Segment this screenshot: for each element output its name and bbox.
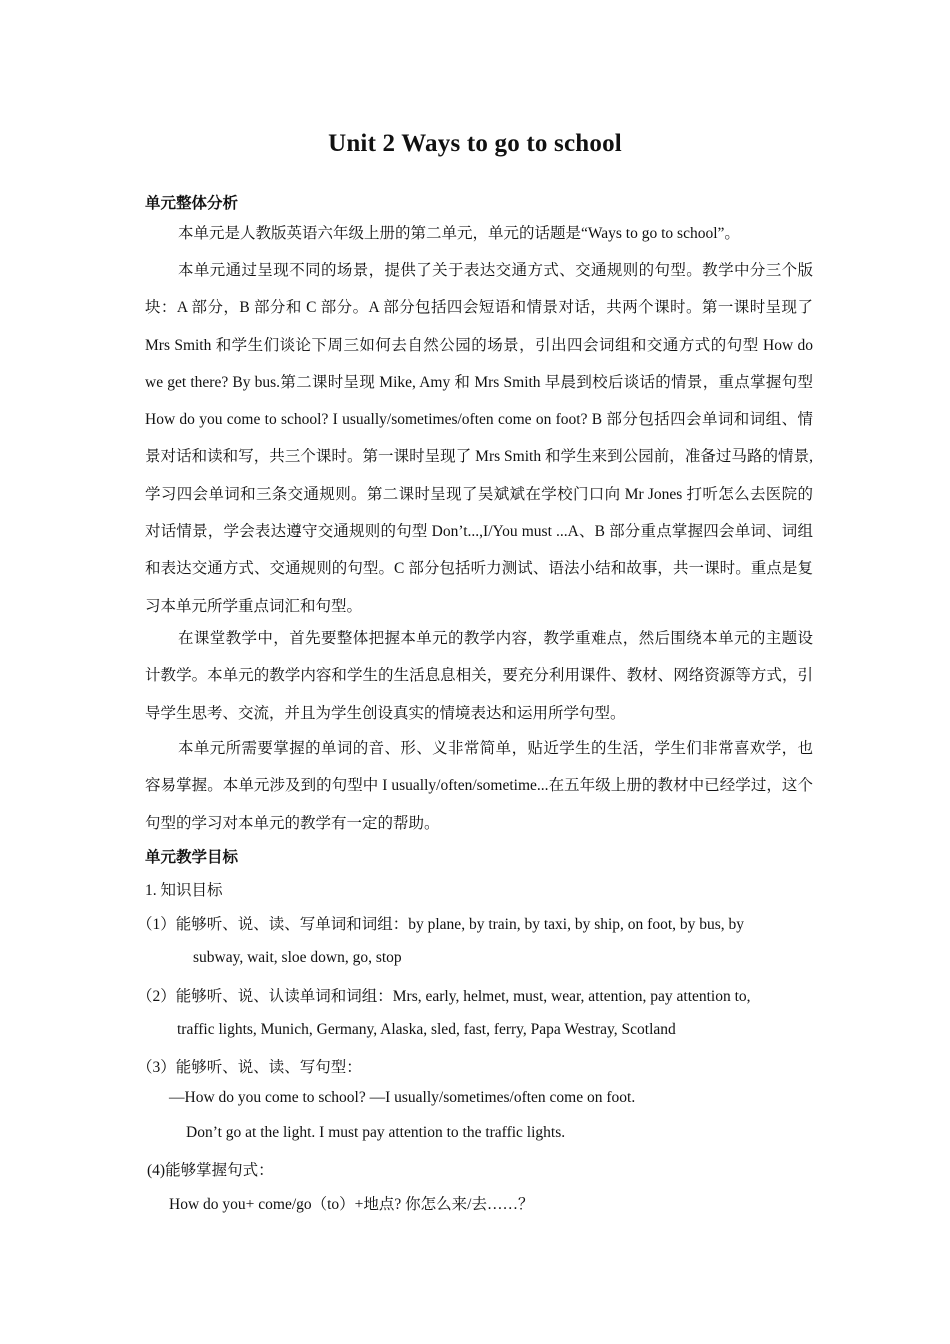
paragraph-1: 本单元是人教版英语六年级上册的第二单元，单元的话题是“Ways to go to school”。 [178, 225, 740, 242]
document-title: Unit 2 Ways to go to school [328, 130, 622, 157]
sentence-pattern-2: Don’t go at the light. I must pay attention to the traffic lights. [186, 1124, 566, 1141]
objective-item-4: (4)能够掌握句式： [147, 1162, 274, 1179]
objective-item-1: （1）能够听、说、读、写单词和词组：by plane, by train, by taxi, by ship, on foot, by bus, by [137, 916, 745, 933]
paragraph-2: 本单元通过呈现不同的场景，提供了关于表达交通方式、交通规则的句型。教学中分三个版块：A 部分，B 部分和 C 部分。A 部分包括四会短语和情景对话，共两个课时。第一课时呈现了 Mrs Smith 和学生们谈论下周三如何去自然公园的场景，引出四会词组和交通方式的句型 How do we get there? By bus.第二课时呈现 Mike, Amy 和 Mrs Smith 早晨到校后谈话的情景，重点掌握句型 How do you come to school? I usually/sometimes/often come on foot? B 部分包括四会单词和词组、情景对话和读和写，共三个课时。第一课时呈现了 Mrs Smith 和学生来到公园前，准备过马路的情景, 学习四会单词和三条交通规则。第二课时呈现了吴斌斌在学校门口向 Mr Jones 打听怎么去医院的对话情景，学会表达遵守交通规则的句型 Don’t...,I/You must ...A、B 部分重点掌握四会单词、词组和表达交通方式、交通规则的句型。C 部分包括听力测试、语法小结和故事，共一课时。重点是复习本单元所学重点词汇和句型。 [145, 262, 813, 615]
objective-item-1-cont: subway, wait, sloe down, go, stop [193, 949, 402, 966]
paragraph-4: 本单元所需要掌握的单词的音、形、义非常简单，贴近学生的生活，学生们非常喜欢学，也容易掌握。本单元涉及到的句型中 I usually/often/sometime...在五年级上册的教材中已经学过，这个句型的学习对本单元的教学有一定的帮助。 [145, 740, 813, 832]
sentence-pattern-1: —How do you come to school? —I usually/sometimes/often come on foot. [169, 1089, 636, 1106]
paragraph-3: 在课堂教学中，首先要整体把握本单元的教学内容，教学重难点，然后围绕本单元的主题设计教学。本单元的教学内容和学生的生活息息相关，要充分利用课件、教材、网络资源等方式，引导学生思考、交流，并且为学生创设真实的情境表达和运用所学句型。 [145, 630, 813, 722]
sentence-pattern-3: How do you+ come/go（to）+地点? 你怎么来/去……？ [169, 1196, 534, 1213]
subheading-knowledge: 1. 知识目标 [145, 882, 223, 899]
section-heading-analysis: 单元整体分析 [145, 195, 239, 212]
objective-item-2: （2）能够听、说、认读单词和词组：Mrs, early, helmet, must, wear, attention, pay attention to, [137, 988, 751, 1005]
section-heading-objectives: 单元教学目标 [145, 849, 239, 866]
objective-item-3: （3）能够听、说、读、写句型： [137, 1059, 362, 1076]
objective-item-2-cont: traffic lights, Munich, Germany, Alaska, sled, fast, ferry, Papa Westray, Scotland [177, 1021, 676, 1038]
